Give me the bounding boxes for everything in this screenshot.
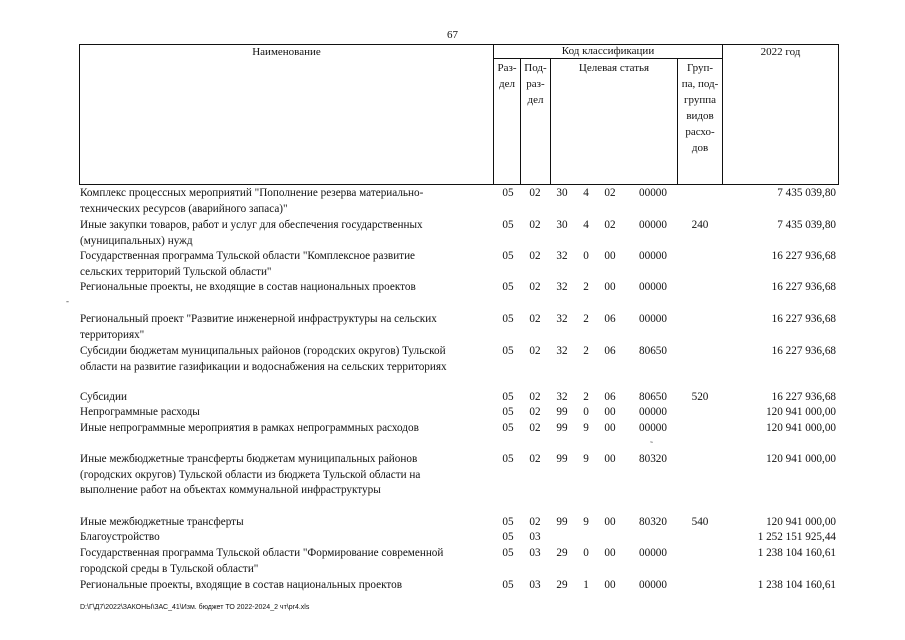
target-part-a: 32 [556, 313, 568, 325]
header-subsection-cell [520, 58, 551, 185]
header-group-l6: дов [691, 142, 709, 154]
amount-2022: 120 941 000,00 [766, 516, 836, 528]
row-name-line: Субсидии [80, 391, 127, 403]
target-part-d: 80650 [639, 345, 667, 357]
target-part-d: 80320 [639, 516, 667, 528]
subsection-code: 02 [529, 422, 541, 434]
row-name-line: Региональные проекты, входящие в состав национальных проектов [80, 579, 402, 591]
target-part-d: 00000 [639, 547, 667, 559]
amount-2022: 120 941 000,00 [766, 406, 836, 418]
target-part-c: 02 [604, 219, 616, 231]
section-code: 05 [502, 250, 514, 262]
amount-2022: 1 252 151 925,44 [757, 531, 836, 543]
amount-2022: 120 941 000,00 [766, 453, 836, 465]
row-name [80, 344, 498, 375]
row-name [80, 249, 498, 280]
target-part-c: 00 [604, 579, 616, 591]
subsection-code: 02 [529, 313, 541, 325]
target-part-d: 00000 [639, 281, 667, 293]
subsection-code: 02 [529, 187, 541, 199]
row-name [80, 405, 498, 421]
expense-group-code: 540 [691, 516, 709, 528]
row-name-line: Государственная программа Тульской области "Комплексное развитие [80, 250, 416, 262]
row-name [80, 452, 498, 499]
amount-2022: 16 227 936,68 [771, 250, 836, 262]
amount-2022: 1 238 104 160,61 [757, 579, 836, 591]
section-code: 05 [502, 453, 514, 465]
amount-2022: 16 227 936,68 [771, 281, 836, 293]
scan-speck: ˜ [650, 440, 653, 450]
row-name-line: технических ресурсов (аварийного запаса)" [80, 202, 288, 215]
target-part-b: 9 [583, 516, 589, 528]
row-name-line: Благоустройство [80, 531, 160, 543]
target-part-c: 00 [604, 547, 616, 559]
subsection-code: 02 [529, 406, 541, 418]
expense-group-code: 240 [691, 219, 709, 231]
header-name-label: Наименование [252, 46, 321, 58]
target-part-c: 06 [604, 345, 616, 357]
scan-speck: - [66, 296, 69, 306]
section-code: 05 [502, 187, 514, 199]
target-part-d: 00000 [639, 313, 667, 325]
row-name-line: (городских округов) Тульской области из бюджета Тульской области на [80, 468, 421, 481]
section-code: 05 [502, 547, 514, 559]
header-section-l1: Раз- [497, 62, 517, 74]
header-section-l2: дел [499, 78, 515, 90]
row-name-line: выполнение работ на объектах коммунальной инфраструктуры [80, 484, 381, 496]
row-name-line: Региональные проекты, не входящие в состав национальных проектов [80, 281, 416, 293]
target-part-b: 2 [583, 345, 589, 357]
header-section-cell [493, 58, 521, 185]
target-part-d: 00000 [639, 250, 667, 262]
row-name-line: Государственная программа Тульской области "Формирование современной [80, 547, 444, 559]
target-part-a: 32 [556, 391, 568, 403]
target-part-c: 06 [604, 391, 616, 403]
page-number: 67 [447, 29, 458, 41]
header-group-l2: па, под- [681, 78, 719, 90]
target-part-b: 0 [583, 547, 589, 559]
target-part-d: 00000 [639, 579, 667, 591]
amount-2022: 120 941 000,00 [766, 422, 836, 434]
target-part-a: 32 [556, 345, 568, 357]
target-part-a: 29 [556, 579, 568, 591]
subsection-code: 02 [529, 453, 541, 465]
row-name-line: территориях" [80, 328, 145, 341]
row-name [80, 530, 498, 546]
amount-2022: 16 227 936,68 [771, 345, 836, 357]
target-part-a: 32 [556, 281, 568, 293]
row-name [80, 578, 498, 594]
section-code: 05 [502, 406, 514, 418]
section-code: 05 [502, 313, 514, 325]
header-target-cell [550, 58, 678, 185]
header-subsection-l2: раз- [526, 78, 545, 90]
target-part-a: 99 [556, 422, 568, 434]
section-code: 05 [502, 219, 514, 231]
target-part-c: 00 [604, 406, 616, 418]
target-part-c: 00 [604, 422, 616, 434]
header-group-l3: группа [683, 94, 717, 106]
target-part-b: 2 [583, 281, 589, 293]
target-part-b: 4 [583, 187, 589, 199]
target-part-d: 80320 [639, 453, 667, 465]
row-name-line: Региональный проект "Развитие инженерной инфраструктуры на сельских [80, 313, 437, 325]
header-target-label: Целевая статья [578, 62, 650, 74]
section-code: 05 [502, 422, 514, 434]
target-part-d: 80650 [639, 391, 667, 403]
subsection-code: 02 [529, 281, 541, 293]
row-name-line: сельских территорий Тульской области" [80, 265, 272, 278]
target-part-c: 02 [604, 187, 616, 199]
row-name-line: Иные непрограммные мероприятия в рамках непрограммных расходов [80, 422, 419, 434]
target-part-d: 00000 [639, 406, 667, 418]
row-name [80, 421, 498, 437]
target-part-b: 4 [583, 219, 589, 231]
header-name-cell [79, 44, 494, 185]
row-name-line: Иные межбюджетные трансферты бюджетам муниципальных районов [80, 453, 418, 465]
header-group-cell [677, 58, 723, 185]
header-group-l1: Груп- [686, 62, 714, 74]
row-name [80, 280, 498, 296]
subsection-code: 02 [529, 516, 541, 528]
header-code-label: Код классификации [561, 45, 655, 57]
subsection-code: 02 [529, 391, 541, 403]
header-subsection-l1: Под- [524, 62, 547, 74]
amount-2022: 16 227 936,68 [771, 313, 836, 325]
subsection-code: 03 [529, 579, 541, 591]
header-code-group [493, 44, 723, 59]
header-year-cell [722, 44, 839, 185]
target-part-c: 00 [604, 453, 616, 465]
row-name-line: Субсидии бюджетам муниципальных районов (городских округов) Тульской [80, 345, 446, 357]
target-part-b: 1 [583, 579, 589, 591]
section-code: 05 [502, 281, 514, 293]
row-name [80, 390, 498, 406]
target-part-a: 99 [556, 516, 568, 528]
row-name-line: Непрограммные расходы [80, 406, 200, 418]
target-part-c: 06 [604, 313, 616, 325]
subsection-code: 02 [529, 219, 541, 231]
section-code: 05 [502, 516, 514, 528]
subsection-code: 03 [529, 531, 541, 543]
header-group-l5: расхо- [685, 126, 715, 138]
row-name [80, 312, 498, 343]
target-part-c: 00 [604, 281, 616, 293]
amount-2022: 16 227 936,68 [771, 391, 836, 403]
header-year-label: 2022 год [760, 46, 801, 58]
amount-2022: 1 238 104 160,61 [757, 547, 836, 559]
target-part-d: 00000 [639, 219, 667, 231]
row-name [80, 218, 498, 249]
file-path-footer: D:\Г\Д7\2022\ЗАКОНЫ\ЗАС_41\Изм. бюджет ТО 2022-2024_2 чт\pr4.xls [80, 604, 310, 611]
target-part-a: 29 [556, 547, 568, 559]
section-code: 05 [502, 391, 514, 403]
target-part-b: 9 [583, 422, 589, 434]
header-subsection-l3: дел [527, 94, 544, 106]
section-code: 05 [502, 531, 514, 543]
target-part-c: 00 [604, 250, 616, 262]
subsection-code: 02 [529, 250, 541, 262]
amount-2022: 7 435 039,80 [777, 187, 836, 199]
target-part-d: 00000 [639, 422, 667, 434]
target-part-a: 30 [556, 187, 568, 199]
target-part-a: 99 [556, 453, 568, 465]
row-name-line: Иные межбюджетные трансферты [80, 516, 244, 528]
target-part-a: 99 [556, 406, 568, 418]
row-name [80, 186, 498, 217]
target-part-b: 0 [583, 406, 589, 418]
amount-2022: 7 435 039,80 [777, 219, 836, 231]
target-part-b: 9 [583, 453, 589, 465]
target-part-b: 0 [583, 250, 589, 262]
header-group-l4: видов [686, 110, 714, 122]
section-code: 05 [502, 579, 514, 591]
target-part-d: 00000 [639, 187, 667, 199]
section-code: 05 [502, 345, 514, 357]
target-part-b: 2 [583, 391, 589, 403]
row-name-line: области на развитие газификации и водоснабжения на сельских территориях [80, 360, 447, 373]
row-name-line: Иные закупки товаров, работ и услуг для обеспечения государственных [80, 219, 423, 231]
row-name-line: (муниципальных) нужд [80, 234, 193, 247]
target-part-a: 30 [556, 219, 568, 231]
row-name [80, 546, 498, 577]
row-name-line: Комплекс процессных мероприятий "Пополнение резерва материально- [80, 187, 424, 199]
target-part-b: 2 [583, 313, 589, 325]
target-part-c: 00 [604, 516, 616, 528]
row-name [80, 515, 498, 531]
subsection-code: 03 [529, 547, 541, 559]
expense-group-code: 520 [691, 391, 709, 403]
row-name-line: городской среды в Тульской области" [80, 562, 259, 575]
target-part-a: 32 [556, 250, 568, 262]
subsection-code: 02 [529, 345, 541, 357]
